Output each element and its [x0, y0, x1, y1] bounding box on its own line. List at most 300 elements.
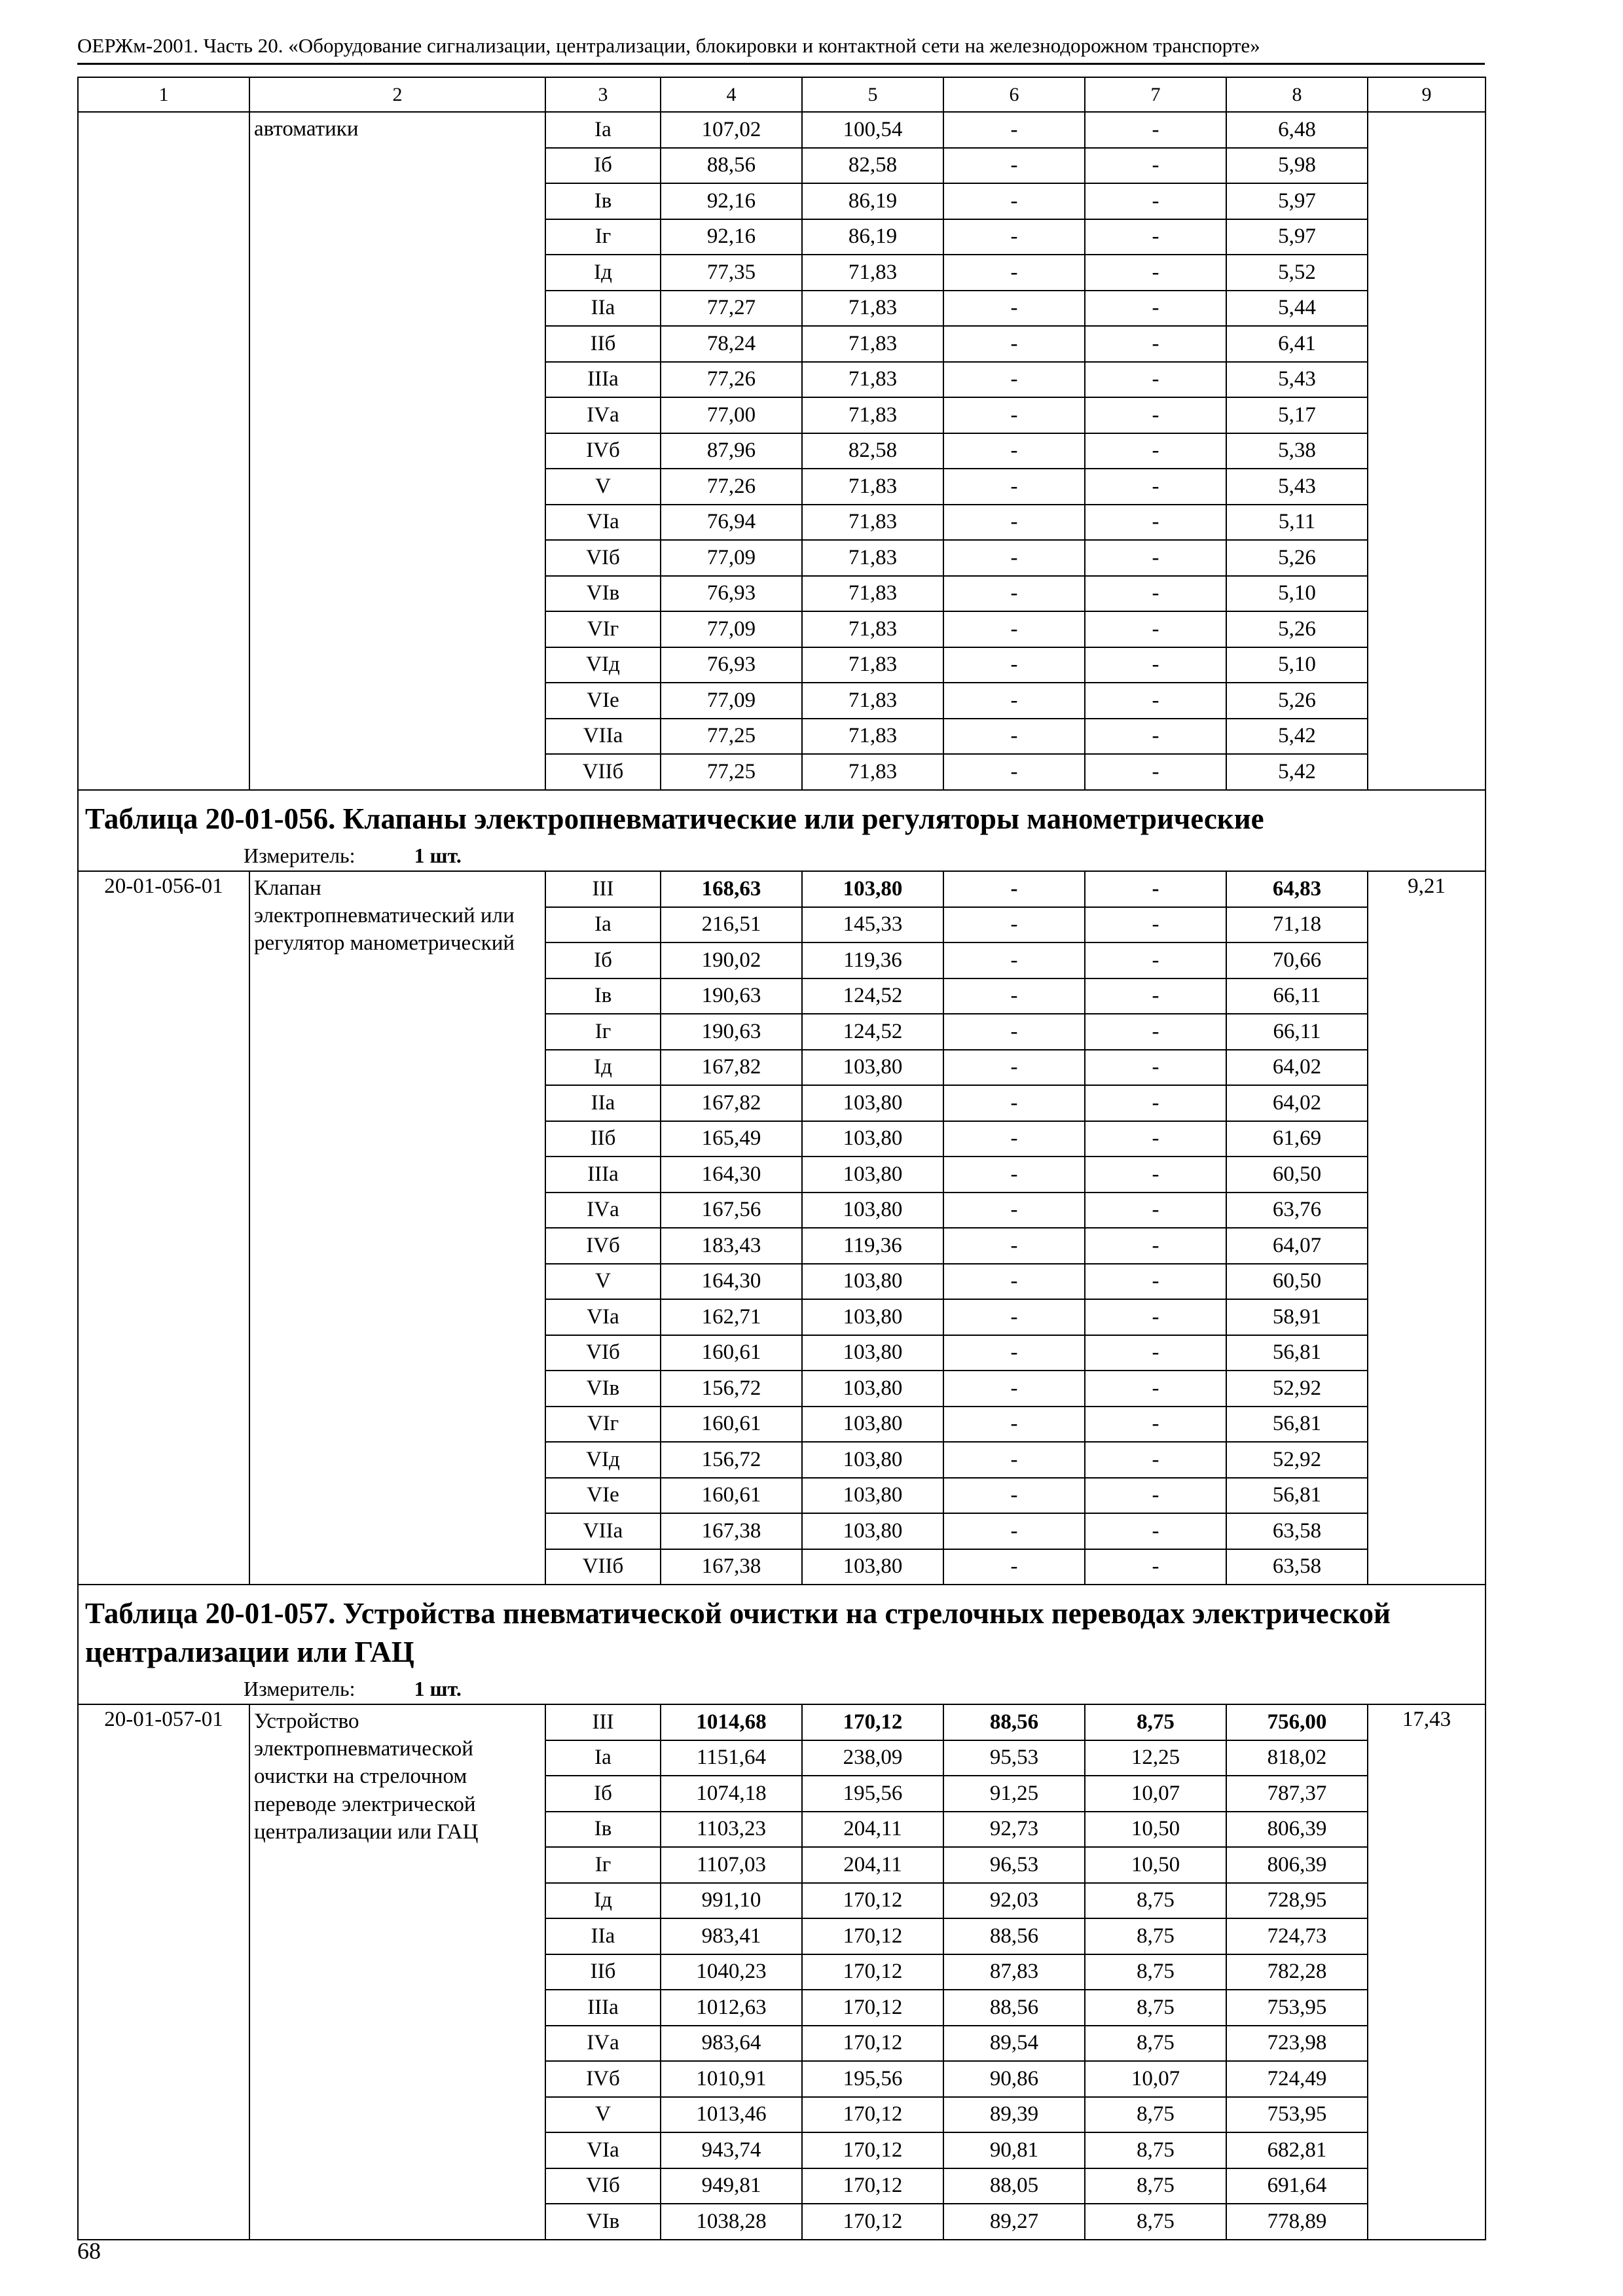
zone-cell: IIб [545, 326, 661, 362]
value-cell: - [1085, 1085, 1226, 1121]
page-number: 68 [77, 2238, 101, 2264]
value-cell: 160,61 [661, 1407, 802, 1443]
value-cell: 71,83 [802, 326, 943, 362]
item-code: 20-01-056-01 [78, 871, 249, 1585]
value-cell: 71,83 [802, 576, 943, 612]
value-cell: 88,56 [943, 1704, 1085, 1740]
value-cell: 103,80 [802, 1335, 943, 1371]
value-cell: 170,12 [802, 1954, 943, 1990]
value-cell: 124,52 [802, 978, 943, 1014]
column-number: 4 [661, 77, 802, 112]
value-cell: 71,83 [802, 754, 943, 790]
value-cell: - [1085, 469, 1226, 505]
unit-value: 1 шт. [414, 844, 462, 867]
value-cell: 52,92 [1226, 1442, 1368, 1478]
value-cell: 160,61 [661, 1335, 802, 1371]
value-cell: 5,97 [1226, 183, 1368, 219]
value-cell: 753,95 [1226, 2097, 1368, 2133]
value-cell: 103,80 [802, 1299, 943, 1335]
zone-cell: VIд [545, 1442, 661, 1478]
value-cell: 103,80 [802, 1513, 943, 1549]
value-cell: 103,80 [802, 1371, 943, 1407]
value-cell: 167,38 [661, 1513, 802, 1549]
column-number: 7 [1085, 77, 1226, 112]
value-cell: 88,05 [943, 2168, 1085, 2204]
value-cell: 5,17 [1226, 397, 1368, 433]
zone-cell: III [545, 871, 661, 907]
zone-cell: Iа [545, 112, 661, 148]
zone-cell: IIа [545, 291, 661, 327]
zone-cell: VIIб [545, 1549, 661, 1585]
value-cell: 5,42 [1226, 754, 1368, 790]
value-cell: 170,12 [802, 2132, 943, 2168]
zone-cell: VIе [545, 1478, 661, 1514]
zone-cell: Iг [545, 1014, 661, 1050]
value-cell: - [1085, 540, 1226, 576]
zone-cell: Iв [545, 1812, 661, 1848]
value-cell: 60,50 [1226, 1264, 1368, 1300]
value-cell: 5,11 [1226, 505, 1368, 541]
zone-cell: Iв [545, 183, 661, 219]
value-cell: - [1085, 1193, 1226, 1229]
zone-cell: VIа [545, 505, 661, 541]
value-cell: - [1085, 112, 1226, 148]
zone-cell: Iг [545, 1847, 661, 1883]
value-cell: 61,69 [1226, 1121, 1368, 1157]
value-cell: - [1085, 611, 1226, 647]
value-cell: - [943, 942, 1085, 978]
zone-cell: Iд [545, 1050, 661, 1086]
value-cell: 8,75 [1085, 2097, 1226, 2133]
value-cell: 71,83 [802, 362, 943, 398]
zone-cell: Iб [545, 148, 661, 184]
value-cell: 63,76 [1226, 1193, 1368, 1229]
table-title-row [78, 1585, 1486, 1675]
value-cell: 195,56 [802, 1776, 943, 1812]
zone-cell: Iг [545, 219, 661, 255]
value-cell: 60,50 [1226, 1157, 1368, 1193]
value-cell: 77,27 [661, 291, 802, 327]
item-name: Клапан электропневматический или регулятор манометрический [249, 871, 545, 1585]
column-number: 6 [943, 77, 1085, 112]
value-cell: 90,86 [943, 2061, 1085, 2097]
value-cell: 10,50 [1085, 1812, 1226, 1848]
value-cell: - [943, 1085, 1085, 1121]
value-cell: - [1085, 219, 1226, 255]
table-title-row [78, 790, 1486, 842]
value-cell: 124,52 [802, 1014, 943, 1050]
column-number: 8 [1226, 77, 1368, 112]
value-cell: 119,36 [802, 1228, 943, 1264]
zone-cell: IIб [545, 1121, 661, 1157]
value-cell: 1012,63 [661, 1990, 802, 2026]
value-cell: - [943, 1050, 1085, 1086]
value-cell: - [1085, 362, 1226, 398]
value-cell: - [1085, 1014, 1226, 1050]
value-cell: - [1085, 1299, 1226, 1335]
value-cell: 943,74 [661, 2132, 802, 2168]
value-cell: - [943, 1549, 1085, 1585]
value-cell: 190,02 [661, 942, 802, 978]
value-cell: 170,12 [802, 1883, 943, 1919]
value-cell: - [943, 1513, 1085, 1549]
value-cell: 52,92 [1226, 1371, 1368, 1407]
value-cell: 76,93 [661, 647, 802, 683]
value-cell: - [1085, 871, 1226, 907]
value-cell: - [943, 754, 1085, 790]
zone-cell: VIе [545, 683, 661, 719]
column-number: 3 [545, 77, 661, 112]
zone-cell: V [545, 1264, 661, 1300]
value-cell: 77,26 [661, 469, 802, 505]
value-cell: - [943, 291, 1085, 327]
item-name: Устройство электропневматической очистки на стрелочном переводе электрической централизации или ГАЦ [249, 1704, 545, 2240]
zone-cell: Iв [545, 978, 661, 1014]
value-cell: 71,83 [802, 469, 943, 505]
running-header: ОЕРЖм-2001. Часть 20. «Оборудование сигнализации, централизации, блокировки и контактной сети на железнодорожном транспорте» [77, 34, 1485, 65]
value-cell: 8,75 [1085, 2132, 1226, 2168]
value-cell: 167,38 [661, 1549, 802, 1585]
value-cell: 190,63 [661, 1014, 802, 1050]
zone-cell: Iа [545, 1740, 661, 1776]
value-cell: 1010,91 [661, 2061, 802, 2097]
value-cell: 77,09 [661, 611, 802, 647]
col9-cell [1368, 112, 1486, 790]
value-cell: 183,43 [661, 1228, 802, 1264]
value-cell: 10,07 [1085, 2061, 1226, 2097]
value-cell: - [1085, 719, 1226, 755]
value-cell: 8,75 [1085, 1704, 1226, 1740]
value-cell: - [1085, 1157, 1226, 1193]
value-cell: 5,26 [1226, 611, 1368, 647]
value-cell: 71,83 [802, 719, 943, 755]
value-cell: - [1085, 1371, 1226, 1407]
value-cell: - [943, 397, 1085, 433]
value-cell: 103,80 [802, 1085, 943, 1121]
value-cell: 103,80 [802, 1407, 943, 1443]
value-cell: - [1085, 1121, 1226, 1157]
value-cell: - [943, 1335, 1085, 1371]
table-title: Таблица 20-01-057. Устройства пневматической очистки на стрелочных переводах электрической централизации или ГАЦ [78, 1585, 1486, 1675]
value-cell: - [943, 219, 1085, 255]
value-cell: 56,81 [1226, 1478, 1368, 1514]
zone-cell: Iд [545, 255, 661, 291]
zone-cell: IVб [545, 433, 661, 469]
value-cell: - [943, 1299, 1085, 1335]
value-cell: 170,12 [802, 1918, 943, 1954]
value-cell: 119,36 [802, 942, 943, 978]
value-cell: - [943, 576, 1085, 612]
value-cell: 156,72 [661, 1442, 802, 1478]
value-cell: - [943, 469, 1085, 505]
value-cell: 64,07 [1226, 1228, 1368, 1264]
unit-label: Измеритель: [244, 844, 356, 867]
column-number: 2 [249, 77, 545, 112]
zone-cell: IIа [545, 1918, 661, 1954]
zone-cell: VIб [545, 540, 661, 576]
value-cell: 77,25 [661, 719, 802, 755]
value-cell: 5,10 [1226, 647, 1368, 683]
table-title: Таблица 20-01-056. Клапаны электропневматические или регуляторы манометрические [78, 790, 1486, 842]
zone-cell: VIг [545, 611, 661, 647]
value-cell: 167,82 [661, 1050, 802, 1086]
value-cell: 5,44 [1226, 291, 1368, 327]
value-cell: 88,56 [661, 148, 802, 184]
value-cell: 64,83 [1226, 871, 1368, 907]
value-cell: 806,39 [1226, 1812, 1368, 1848]
value-cell: 1151,64 [661, 1740, 802, 1776]
value-cell: - [943, 1407, 1085, 1443]
value-cell: 8,75 [1085, 1954, 1226, 1990]
value-cell: 5,98 [1226, 148, 1368, 184]
value-cell: 204,11 [802, 1812, 943, 1848]
unit-label: Измеритель: [244, 1677, 356, 1700]
value-cell: - [1085, 1513, 1226, 1549]
value-cell: 56,81 [1226, 1335, 1368, 1371]
value-cell: - [1085, 1549, 1226, 1585]
value-cell: - [1085, 148, 1226, 184]
value-cell: 92,03 [943, 1883, 1085, 1919]
value-cell: 103,80 [802, 1157, 943, 1193]
value-cell: 96,53 [943, 1847, 1085, 1883]
item-code: 20-01-057-01 [78, 1704, 249, 2240]
value-cell: - [1085, 1478, 1226, 1514]
value-cell: - [943, 1193, 1085, 1229]
value-cell: 5,38 [1226, 433, 1368, 469]
value-cell: 71,83 [802, 255, 943, 291]
zone-cell: IIб [545, 1954, 661, 1990]
value-cell: 63,58 [1226, 1513, 1368, 1549]
value-cell: 92,16 [661, 183, 802, 219]
value-cell: 71,83 [802, 683, 943, 719]
value-cell: 170,12 [802, 2168, 943, 2204]
value-cell: - [1085, 1335, 1226, 1371]
value-cell: 162,71 [661, 1299, 802, 1335]
value-cell: 71,83 [802, 291, 943, 327]
value-cell: - [943, 112, 1085, 148]
value-cell: 167,56 [661, 1193, 802, 1229]
value-cell: 82,58 [802, 433, 943, 469]
value-cell: 724,73 [1226, 1918, 1368, 1954]
value-cell: 95,53 [943, 1740, 1085, 1776]
zone-cell: IVа [545, 2026, 661, 2062]
value-cell: - [943, 907, 1085, 943]
value-cell: - [1085, 433, 1226, 469]
value-cell: 107,02 [661, 112, 802, 148]
value-cell: 10,50 [1085, 1847, 1226, 1883]
value-cell: 77,26 [661, 362, 802, 398]
value-cell: - [943, 647, 1085, 683]
value-cell: 92,73 [943, 1812, 1085, 1848]
value-cell: - [943, 326, 1085, 362]
value-cell: 682,81 [1226, 2132, 1368, 2168]
value-cell: - [943, 1264, 1085, 1300]
value-cell: 76,93 [661, 576, 802, 612]
value-cell: 5,43 [1226, 362, 1368, 398]
value-cell: 724,49 [1226, 2061, 1368, 2097]
zone-cell: VIа [545, 1299, 661, 1335]
zone-cell: VIб [545, 1335, 661, 1371]
unit-value: 1 шт. [414, 1677, 462, 1700]
value-cell: 983,41 [661, 1918, 802, 1954]
unit-cell [78, 842, 1486, 871]
value-cell: 78,24 [661, 326, 802, 362]
value-cell: 1040,23 [661, 1954, 802, 1990]
unit-row [78, 842, 1486, 871]
value-cell: 145,33 [802, 907, 943, 943]
zone-cell: V [545, 2097, 661, 2133]
zone-cell: VIIа [545, 719, 661, 755]
value-cell: 1013,46 [661, 2097, 802, 2133]
value-cell: 991,10 [661, 1883, 802, 1919]
zone-cell: IIIа [545, 1990, 661, 2026]
value-cell: - [1085, 1407, 1226, 1443]
zone-cell: Iб [545, 1776, 661, 1812]
value-cell: 77,09 [661, 540, 802, 576]
value-cell: 818,02 [1226, 1740, 1368, 1776]
value-cell: - [1085, 1442, 1226, 1478]
value-cell: 89,39 [943, 2097, 1085, 2133]
value-cell: 71,83 [802, 611, 943, 647]
value-cell: 86,19 [802, 219, 943, 255]
zone-cell: V [545, 469, 661, 505]
value-cell: 170,12 [802, 2204, 943, 2240]
value-cell: 100,54 [802, 112, 943, 148]
zone-cell: IIIа [545, 1157, 661, 1193]
value-cell: 1014,68 [661, 1704, 802, 1740]
value-cell: - [1085, 291, 1226, 327]
value-cell: - [1085, 1228, 1226, 1264]
value-cell: - [943, 683, 1085, 719]
value-cell: 86,19 [802, 183, 943, 219]
value-cell: 88,56 [943, 1918, 1085, 1954]
value-cell: 167,82 [661, 1085, 802, 1121]
value-cell: - [1085, 1050, 1226, 1086]
value-cell: 6,48 [1226, 112, 1368, 148]
value-cell: 170,12 [802, 2026, 943, 2062]
zone-cell: VIв [545, 1371, 661, 1407]
value-cell: - [1085, 683, 1226, 719]
value-cell: 949,81 [661, 2168, 802, 2204]
value-cell: 103,80 [802, 871, 943, 907]
column-number: 5 [802, 77, 943, 112]
value-cell: 238,09 [802, 1740, 943, 1776]
value-cell: 190,63 [661, 978, 802, 1014]
value-cell: 92,16 [661, 219, 802, 255]
value-cell: 103,80 [802, 1193, 943, 1229]
value-cell: - [943, 1371, 1085, 1407]
value-cell: 168,63 [661, 871, 802, 907]
value-cell: 89,54 [943, 2026, 1085, 2062]
value-cell: 170,12 [802, 1990, 943, 2026]
zone-cell: Iб [545, 942, 661, 978]
value-cell: 806,39 [1226, 1847, 1368, 1883]
value-cell: - [943, 183, 1085, 219]
value-cell: 77,09 [661, 683, 802, 719]
value-cell: 66,11 [1226, 1014, 1368, 1050]
code-cell [78, 112, 249, 790]
value-cell: - [1085, 647, 1226, 683]
value-cell: - [943, 1442, 1085, 1478]
value-cell: - [1085, 576, 1226, 612]
value-cell: - [943, 978, 1085, 1014]
value-cell: 77,25 [661, 754, 802, 790]
value-cell: 8,75 [1085, 1918, 1226, 1954]
value-cell: 103,80 [802, 1549, 943, 1585]
value-cell: 170,12 [802, 2097, 943, 2133]
value-cell: 77,00 [661, 397, 802, 433]
zone-cell: VIд [545, 647, 661, 683]
value-cell: 164,30 [661, 1264, 802, 1300]
zone-cell: VIб [545, 2168, 661, 2204]
value-cell: 1074,18 [661, 1776, 802, 1812]
value-cell: - [1085, 1264, 1226, 1300]
value-cell: 5,43 [1226, 469, 1368, 505]
value-cell: 8,75 [1085, 2168, 1226, 2204]
value-cell: - [943, 255, 1085, 291]
value-cell: 76,94 [661, 505, 802, 541]
zone-cell: IIIа [545, 362, 661, 398]
value-cell: 787,37 [1226, 1776, 1368, 1812]
value-cell: 66,11 [1226, 978, 1368, 1014]
value-cell: 91,25 [943, 1776, 1085, 1812]
value-cell: 160,61 [661, 1478, 802, 1514]
value-cell: 782,28 [1226, 1954, 1368, 1990]
value-cell: - [943, 148, 1085, 184]
value-cell: - [1085, 978, 1226, 1014]
value-cell: 63,58 [1226, 1549, 1368, 1585]
zone-cell: VIIб [545, 754, 661, 790]
value-cell: 5,42 [1226, 719, 1368, 755]
value-cell: 170,12 [802, 1704, 943, 1740]
value-cell: 8,75 [1085, 2026, 1226, 2062]
zone-cell: VIв [545, 2204, 661, 2240]
table-row [78, 1704, 1486, 1740]
value-cell: 56,81 [1226, 1407, 1368, 1443]
zone-cell: IVа [545, 1193, 661, 1229]
value-cell: 103,80 [802, 1442, 943, 1478]
value-cell: 983,64 [661, 2026, 802, 2062]
column-number: 9 [1368, 77, 1486, 112]
value-cell: 58,91 [1226, 1299, 1368, 1335]
value-cell: 204,11 [802, 1847, 943, 1883]
table-row [78, 112, 1486, 148]
value-cell: 5,26 [1226, 683, 1368, 719]
col9-cell: 17,43 [1368, 1704, 1486, 2240]
value-cell: 5,10 [1226, 576, 1368, 612]
zone-cell: Iд [545, 1883, 661, 1919]
value-cell: 64,02 [1226, 1050, 1368, 1086]
unit-row [78, 1675, 1486, 1704]
value-cell: 1038,28 [661, 2204, 802, 2240]
value-cell: - [943, 611, 1085, 647]
value-cell: 8,75 [1085, 1990, 1226, 2026]
value-cell: 82,58 [802, 148, 943, 184]
value-cell: 753,95 [1226, 1990, 1368, 2026]
value-cell: 216,51 [661, 907, 802, 943]
value-cell: 12,25 [1085, 1740, 1226, 1776]
zone-cell: IVб [545, 1228, 661, 1264]
value-cell: - [943, 1121, 1085, 1157]
column-number-row [78, 77, 1486, 112]
value-cell: - [1085, 505, 1226, 541]
value-cell: 71,83 [802, 647, 943, 683]
value-cell: 8,75 [1085, 1883, 1226, 1919]
zone-cell: III [545, 1704, 661, 1740]
value-cell: 87,83 [943, 1954, 1085, 1990]
value-cell: - [943, 362, 1085, 398]
price-table [77, 77, 1486, 2240]
